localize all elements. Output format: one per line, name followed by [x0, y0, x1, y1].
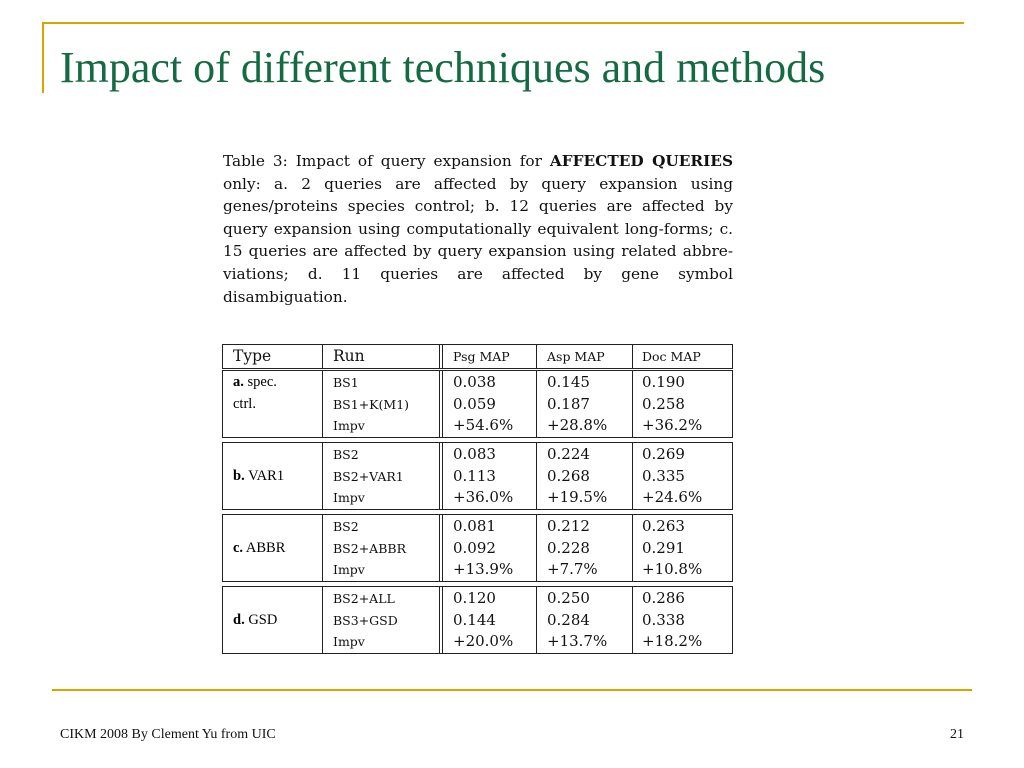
psg-cell: 0.081 [453, 517, 496, 535]
header-asp-map: Asp MAP [547, 349, 605, 364]
doc-cell: 0.258 [642, 395, 685, 413]
group-type-label-line2: ctrl. [233, 396, 256, 412]
run-cell: Impv [333, 418, 365, 433]
asp-cell: 0.268 [547, 467, 590, 485]
bottom-accent-rule [52, 689, 972, 691]
doc-cell: 0.338 [642, 611, 685, 629]
caption-part-bold: AFFECTED QUERIES [549, 152, 733, 170]
doc-cell: 0.335 [642, 467, 685, 485]
table-header [222, 344, 733, 369]
table-row [223, 631, 732, 652]
asp-cell: 0.228 [547, 539, 590, 557]
table-row [223, 415, 732, 436]
asp-cell: 0.212 [547, 517, 590, 535]
group-type-label: a. spec. [233, 374, 277, 390]
run-cell: BS2 [333, 519, 359, 534]
run-cell: Impv [333, 562, 365, 577]
caption-part: Table 3: Impact of query expansion for [223, 152, 550, 170]
psg-cell: 0.059 [453, 395, 496, 413]
left-accent-rule [42, 22, 44, 93]
table-row [223, 610, 732, 631]
table-row [223, 588, 732, 609]
table-row [223, 394, 732, 415]
header-row [223, 346, 732, 367]
caption-part: only: a. 2 queries are affected by query expansion using genes/proteins species control; b. 12 queries are affected by query expansion using computationally equivalent long-forms; c. 15 queries are affected by query expansion using related abbre-viations; d. 11 queries are affected by gene symbol disambiguation. [223, 174, 733, 306]
run-cell: Impv [333, 490, 365, 505]
asp-cell: +28.8% [547, 416, 608, 434]
table-group-b [222, 442, 733, 510]
table-group-c [222, 514, 733, 582]
table-row [223, 516, 732, 537]
asp-cell: 0.224 [547, 445, 590, 463]
doc-cell: 0.286 [642, 589, 685, 607]
table-row [223, 372, 732, 393]
table-row [223, 559, 732, 580]
psg-cell: +54.6% [453, 416, 514, 434]
run-cell: BS1 [333, 375, 359, 390]
run-cell: BS2 [333, 447, 359, 462]
asp-cell: 0.187 [547, 395, 590, 413]
doc-cell: +10.8% [642, 560, 703, 578]
doc-cell: 0.263 [642, 517, 685, 535]
psg-cell: 0.092 [453, 539, 496, 557]
asp-cell: 0.250 [547, 589, 590, 607]
page-number: 21 [950, 727, 964, 742]
doc-cell: 0.190 [642, 373, 685, 391]
table-row [223, 444, 732, 465]
table-row [223, 466, 732, 487]
group-type-label: c. ABBR [233, 540, 286, 556]
table-row [223, 487, 732, 508]
table-caption [223, 150, 733, 308]
slide-title: Impact of different techniques and methods [60, 43, 826, 92]
top-accent-rule [42, 22, 964, 24]
psg-cell: 0.038 [453, 373, 496, 391]
header-doc-map: Doc MAP [642, 349, 701, 364]
header-run: Run [333, 347, 365, 365]
psg-cell: 0.083 [453, 445, 496, 463]
asp-cell: 0.145 [547, 373, 590, 391]
doc-cell: 0.291 [642, 539, 685, 557]
doc-cell: +24.6% [642, 488, 703, 506]
group-type-label: d. GSD [233, 612, 278, 628]
psg-cell: 0.144 [453, 611, 496, 629]
run-cell: BS1+K(M1) [333, 397, 410, 412]
header-type: Type [233, 347, 272, 365]
run-cell: Impv [333, 634, 365, 649]
doc-cell: +36.2% [642, 416, 703, 434]
psg-cell: +36.0% [453, 488, 514, 506]
doc-cell: 0.269 [642, 445, 685, 463]
psg-cell: 0.120 [453, 589, 496, 607]
table-row [223, 538, 732, 559]
asp-cell: +13.7% [547, 632, 608, 650]
asp-cell: 0.284 [547, 611, 590, 629]
asp-cell: +7.7% [547, 560, 598, 578]
psg-cell: +20.0% [453, 632, 514, 650]
run-cell: BS3+GSD [333, 613, 398, 628]
table-group-a [222, 370, 733, 438]
header-psg-map: Psg MAP [453, 349, 510, 364]
table-group-d [222, 586, 733, 654]
psg-cell: 0.113 [453, 467, 496, 485]
group-type-label: b. VAR1 [233, 468, 285, 484]
run-cell: BS2+ALL [333, 591, 395, 606]
psg-cell: +13.9% [453, 560, 514, 578]
run-cell: BS2+ABBR [333, 541, 406, 556]
asp-cell: +19.5% [547, 488, 608, 506]
run-cell: BS2+VAR1 [333, 469, 404, 484]
doc-cell: +18.2% [642, 632, 703, 650]
footer-credit: CIKM 2008 By Clement Yu from UIC [60, 727, 276, 742]
